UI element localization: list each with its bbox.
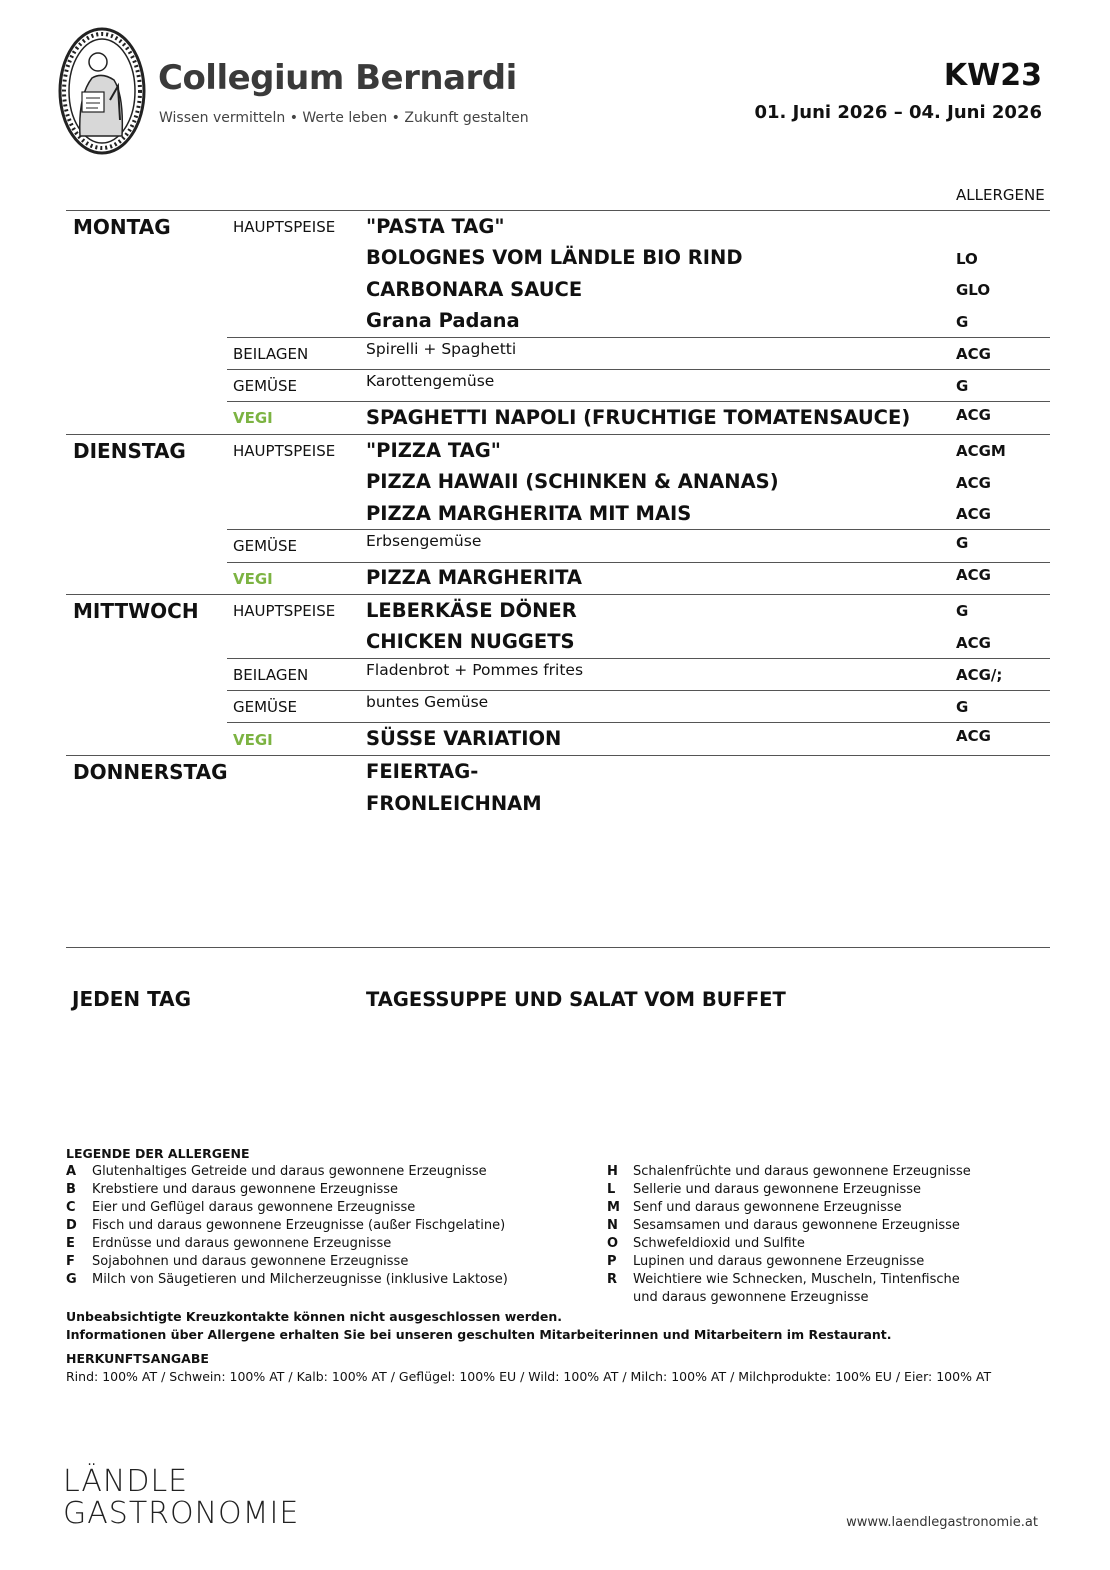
legend-key: L	[607, 1182, 616, 1197]
category-sides: BEILAGEN	[233, 666, 309, 684]
allergen-info-note: Informationen über Allergene erhalten Sie bei unseren geschulten Mitarbeiterinnen und Mitarbeitern im Restaurant.	[66, 1327, 892, 1342]
allergen-code: ACG	[956, 727, 991, 745]
dish-name: Spirelli + Spaghetti	[366, 340, 517, 358]
legend-key: R	[607, 1272, 618, 1287]
legend-text: Lupinen und daraus gewonnene Erzeugnisse	[633, 1254, 925, 1269]
row-divider	[227, 529, 1050, 530]
allergen-code: LO	[956, 250, 978, 268]
allergen-code: ACG	[956, 566, 991, 584]
brand-tagline: Wissen vermitteln • Werte leben • Zukunft gestalten	[159, 110, 529, 126]
calendar-week: KW23	[943, 58, 1042, 93]
dish-name: LEBERKÄSE DÖNER	[366, 599, 577, 622]
dish-name: BOLOGNES VOM LÄNDLE BIO RIND	[366, 246, 743, 269]
logo-line: GASTRONOMIE	[63, 1496, 300, 1531]
dish-name: "PIZZA TAG"	[366, 439, 501, 462]
category-vegi: VEGI	[233, 570, 273, 588]
allergen-code: ACG	[956, 406, 991, 424]
dish-name: CARBONARA SAUCE	[366, 278, 583, 301]
row-divider	[227, 337, 1050, 338]
legend-key: F	[66, 1254, 75, 1269]
allergen-code: ACG	[956, 345, 991, 363]
allergen-code: G	[956, 377, 969, 395]
row-divider	[66, 594, 1050, 595]
allergen-code: GLO	[956, 281, 991, 299]
origin-text: Rind: 100% AT / Schwein: 100% AT / Kalb: 100% AT / Geflügel: 100% EU / Wild: 100% AT / Milch: 100% AT / Milchprodukte: 100% EU / Eier: 100% AT	[66, 1369, 992, 1384]
row-divider	[227, 658, 1050, 659]
dish-name: CHICKEN NUGGETS	[366, 630, 575, 653]
category-vegi: VEGI	[233, 409, 273, 427]
row-divider	[66, 434, 1050, 435]
day-thursday: DONNERSTAG	[73, 760, 228, 784]
allergen-column-header: ALLERGENE	[956, 186, 1045, 204]
category-vegi: VEGI	[233, 731, 273, 749]
row-divider	[227, 369, 1050, 370]
allergen-code: ACG/;	[956, 666, 1003, 684]
row-divider	[66, 755, 1050, 756]
row-divider	[227, 690, 1050, 691]
allergen-code: ACG	[956, 505, 991, 523]
legend-text: Fisch und daraus gewonnene Erzeugnisse (außer Fischgelatine)	[92, 1218, 506, 1233]
legend-text: Sojabohnen und daraus gewonnene Erzeugnisse	[92, 1254, 409, 1269]
legend-text: Sesamsamen und daraus gewonnene Erzeugnisse	[633, 1218, 960, 1233]
legend-key: E	[66, 1236, 75, 1251]
legend-key: C	[66, 1200, 76, 1215]
legend-text: Schwefeldioxid und Sulfite	[633, 1236, 805, 1251]
legend-text: Glutenhaltiges Getreide und daraus gewonnene Erzeugnisse	[92, 1164, 487, 1179]
dish-name: buntes Gemüse	[366, 693, 489, 711]
allergen-code: G	[956, 313, 969, 331]
allergen-code: ACG	[956, 634, 991, 652]
legend-key: D	[66, 1218, 77, 1233]
legend-key: O	[607, 1236, 619, 1251]
allergen-code: ACGM	[956, 442, 1006, 460]
dish-name: Karottengemüse	[366, 372, 495, 390]
dish-name: Grana Padana	[366, 309, 520, 332]
legend-text: Weichtiere wie Schnecken, Muscheln, Tintenfische	[633, 1272, 960, 1287]
day-wednesday: MITTWOCH	[73, 599, 199, 623]
row-divider	[227, 562, 1050, 563]
origin-title: HERKUNFTSANGABE	[66, 1351, 209, 1366]
everyday-label: JEDEN TAG	[72, 987, 192, 1011]
dish-name: Erbsengemüse	[366, 532, 482, 550]
category-vegetables: GEMÜSE	[233, 377, 298, 395]
dish-name: "PASTA TAG"	[366, 215, 505, 238]
legend-text: Senf und daraus gewonnene Erzeugnisse	[633, 1200, 902, 1215]
category-sides: BEILAGEN	[233, 345, 309, 363]
category-main: HAUPTSPEISE	[233, 218, 336, 236]
dish-name: PIZZA MARGHERITA	[366, 566, 583, 589]
legend-key: B	[66, 1182, 76, 1197]
legend-title: LEGENDE DER ALLERGENE	[66, 1146, 250, 1161]
dish-name: SÜSSE VARIATION	[366, 727, 562, 750]
section-divider	[66, 947, 1050, 948]
date-range: 01. Juni 2026 – 04. Juni 2026	[754, 102, 1042, 123]
legend-key: P	[607, 1254, 617, 1269]
collegium-seal-logo	[58, 26, 146, 156]
allergen-code: G	[956, 602, 969, 620]
row-divider	[66, 210, 1050, 211]
day-monday: MONTAG	[73, 215, 171, 239]
dish-name: PIZZA HAWAII (SCHINKEN & ANANAS)	[366, 470, 779, 493]
holiday-note: FRONLEICHNAM	[366, 792, 542, 815]
allergen-code: G	[956, 534, 969, 552]
legend-text: Erdnüsse und daraus gewonnene Erzeugnisse	[92, 1236, 392, 1251]
legend-key: N	[607, 1218, 618, 1233]
legend-key: M	[607, 1200, 620, 1215]
everyday-dish: TAGESSUPPE UND SALAT VOM BUFFET	[366, 988, 786, 1011]
logo-line: LÄNDLE	[63, 1464, 189, 1499]
legend-text: Krebstiere und daraus gewonnene Erzeugnisse	[92, 1182, 398, 1197]
legend-key: H	[607, 1164, 618, 1179]
category-main: HAUPTSPEISE	[233, 442, 336, 460]
cross-contact-note: Unbeabsichtigte Kreuzkontakte können nicht ausgeschlossen werden.	[66, 1309, 563, 1324]
category-vegetables: GEMÜSE	[233, 698, 298, 716]
legend-text: und daraus gewonnene Erzeugnisse	[633, 1290, 869, 1305]
dish-name: Fladenbrot + Pommes frites	[366, 661, 584, 679]
day-tuesday: DIENSTAG	[73, 439, 186, 463]
allergen-code: ACG	[956, 474, 991, 492]
holiday-note: FEIERTAG-	[366, 760, 479, 783]
brand-name: Collegium Bernardi	[158, 58, 517, 98]
row-divider	[227, 401, 1050, 402]
dish-name: SPAGHETTI NAPOLI (FRUCHTIGE TOMATENSAUCE)	[366, 406, 911, 429]
category-vegetables: GEMÜSE	[233, 537, 298, 555]
laendle-gastronomie-logo	[63, 1466, 299, 1530]
legend-key: G	[66, 1272, 77, 1287]
allergen-code: G	[956, 698, 969, 716]
footer-url: wwww.laendlegastronomie.at	[846, 1515, 1038, 1530]
category-main: HAUPTSPEISE	[233, 602, 336, 620]
legend-text: Eier und Geflügel daraus gewonnene Erzeugnisse	[92, 1200, 416, 1215]
dish-name: PIZZA MARGHERITA MIT MAIS	[366, 502, 692, 525]
row-divider	[227, 722, 1050, 723]
legend-text: Schalenfrüchte und daraus gewonnene Erzeugnisse	[633, 1164, 971, 1179]
legend-key: A	[66, 1164, 77, 1179]
legend-text: Milch von Säugetieren und Milcherzeugnisse (inklusive Laktose)	[92, 1272, 508, 1287]
legend-text: Sellerie und daraus gewonnene Erzeugnisse	[633, 1182, 922, 1197]
